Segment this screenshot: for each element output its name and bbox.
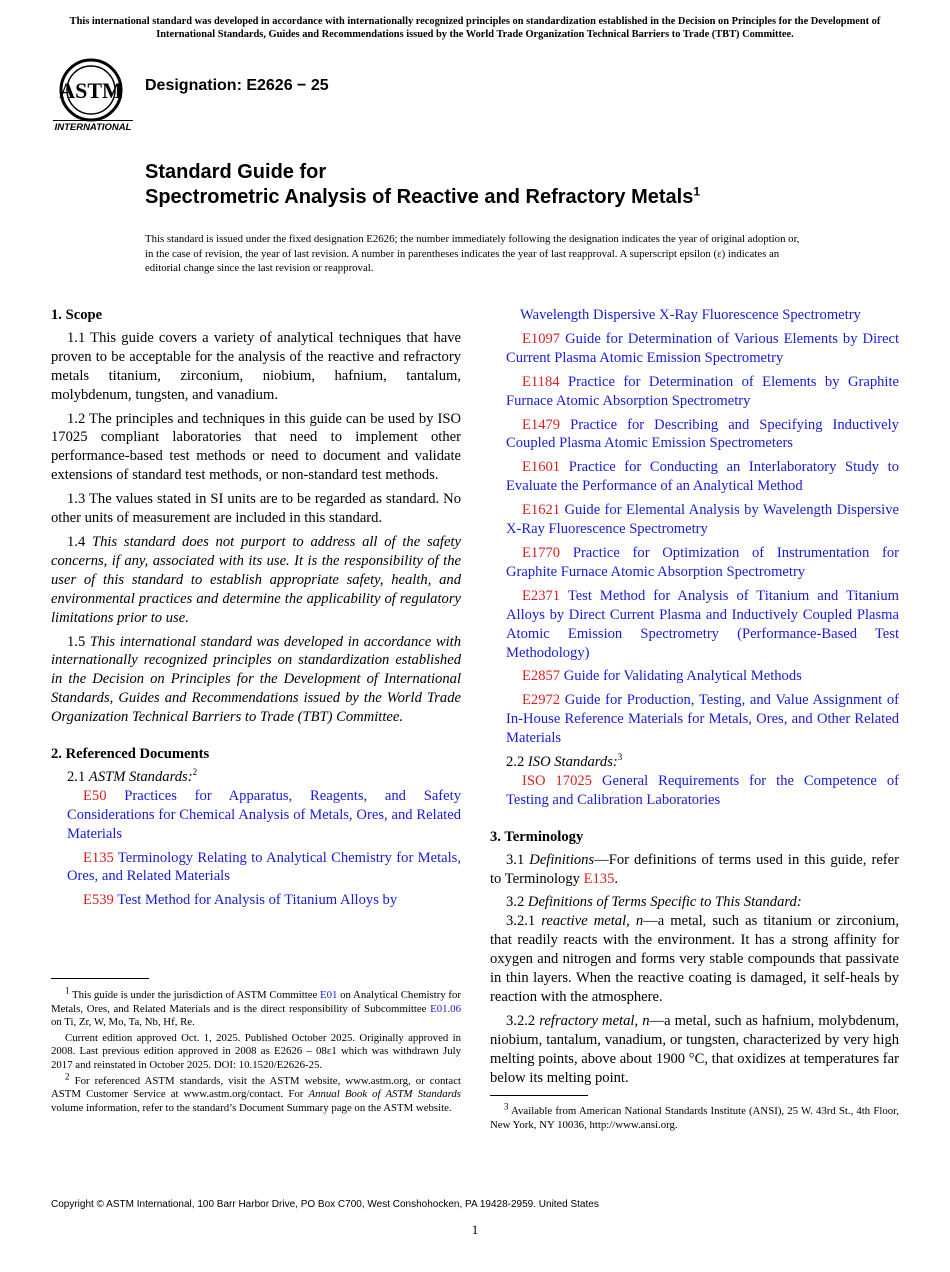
reference-item[interactable] bbox=[490, 691, 899, 748]
para-3-2: 3.2 Definitions of Terms Specific to This Standard: bbox=[506, 894, 802, 911]
para-1-3: 1.3 The values stated in SI units are to be regarded as standard. No other units of measurement are included in this standard. bbox=[51, 491, 461, 527]
reference-title[interactable]: Test Method for Analysis of Titanium Alloys by bbox=[117, 892, 398, 909]
iso-standards-label: 2.2 ISO Standards:$^3$ bbox=[506, 752, 623, 771]
document-title bbox=[145, 160, 700, 210]
reference-code[interactable]: E1770 bbox=[522, 544, 561, 561]
left-column bbox=[51, 306, 461, 915]
astm-logo bbox=[53, 56, 135, 132]
reference-code[interactable]: E2371 bbox=[522, 587, 561, 604]
link-e01-06[interactable]: E01.06 bbox=[430, 1002, 461, 1015]
reference-item[interactable] bbox=[51, 787, 461, 844]
copyright: Copyright © ASTM International, 100 Barr Harbor Drive, PO Box C700, West Conshohocken, PA 19428-2959. United States bbox=[51, 1199, 599, 1210]
reference-title[interactable]: Practice for Describing and Specifying Inductively Coupled Plasma Atomic Emission Spectrometers bbox=[506, 416, 899, 452]
footnote-2: $^2$ For referenced ASTM standards, visit the ASTM website, www.astm.org, or contact ASTM Customer Service at www.astm.org/contact. For Annual Book of ASTM Standards volume information, refer to the standard’s Document Summary page on the ASTM website. bbox=[51, 1070, 461, 1114]
reference-item[interactable] bbox=[490, 373, 899, 411]
reference-title[interactable]: Terminology Relating to Analytical Chemistry for Metals, Ores, and Related Materials bbox=[67, 849, 461, 885]
reference-item[interactable] bbox=[490, 587, 899, 663]
reference-title[interactable]: Practices for Apparatus, Reagents, and Safety Considerations for Chemical Analysis of Metals, Ores, and Related Materials bbox=[67, 787, 461, 842]
page-number: 1 bbox=[471, 1222, 479, 1237]
reference-title[interactable]: Practice for Conducting an Interlaboratory Study to Evaluate the Performance of an Analytical Method bbox=[506, 459, 899, 495]
reference-item[interactable] bbox=[490, 772, 899, 810]
reference-code[interactable]: E135 bbox=[83, 849, 114, 866]
para-3-2-1: 3.2.1 reactive metal, n—a metal, such as titanium or zirconium, that readily reacts with the environment. It has a strong affinity for oxygen and nitrogen and forms very stable compounds that passivate in thin layers. When the reactive coating is damaged, it self-heals by reaction with the atmosphere. bbox=[490, 913, 900, 1005]
footnote-rule-right bbox=[490, 1095, 588, 1096]
reference-item[interactable] bbox=[490, 416, 899, 454]
refdocs-heading: 2. Referenced Documents bbox=[51, 746, 210, 763]
reference-title[interactable]: Guide for Validating Analytical Methods bbox=[563, 668, 802, 685]
reference-item[interactable] bbox=[51, 849, 461, 887]
notice: This international standard was developed in accordance with internationally recognized principles on standardization established in the Decision on Principles for the Development of International Standards, Guides and Recommendations issued by the World Trade Organization Technical Barriers to Trade (TBT) Committee. bbox=[69, 16, 881, 40]
reference-title[interactable]: Guide for Elemental Analysis by Wavelength Dispersive X-Ray Fluorescence Spectrometry bbox=[506, 502, 899, 538]
footnote-1: $^1$ This guide is under the jurisdiction of ASTM Committee E01 on Analytical Chemistry for Metals, Ores, and Related Materials and is the direct responsibility of Subcommittee E01.06 on Ti, Zr, W, Mo, Ta, Nb, Hf, Re. bbox=[51, 985, 462, 1029]
reference-code[interactable]: E1601 bbox=[522, 459, 561, 476]
right-column bbox=[490, 306, 899, 1093]
reference-item[interactable] bbox=[51, 891, 461, 910]
para-1-2: 1.2 The principles and techniques in this guide can be used by ISO 17025 compliant laboratories that need to implement other performance-based test methods or need to document and validate extensions of standard test methods, or non-standard test methods. bbox=[51, 410, 461, 484]
title-line-2: Spectrometric Analysis of Reactive and Refractory Metals$^1$ bbox=[145, 184, 701, 208]
link-e01[interactable]: E01 bbox=[320, 989, 338, 1001]
reference-item[interactable] bbox=[490, 544, 899, 582]
reference-item[interactable] bbox=[490, 458, 899, 496]
reference-code[interactable]: E1184 bbox=[522, 373, 560, 390]
terminology-heading: 3. Terminology bbox=[490, 828, 584, 845]
para-1-1: 1.1 This guide covers a variety of analytical techniques that have proven to be acceptable for the analysis of the reactive and refractory metals titanium, zirconium, niobium, hafnium, tantalum, molybdenum, tungsten, and vanadium. bbox=[51, 329, 461, 403]
reference-title[interactable]: Test Method for Analysis of Titanium and Titanium Alloys by Direct Current Plasma and Inductively Coupled Plasma Atomic Emission Spectrometry (Performance-Based Test Methodology) bbox=[506, 587, 899, 661]
ref-list-left bbox=[51, 787, 461, 910]
reference-title[interactable]: Practice for Determination of Elements by Graphite Furnace Atomic Absorption Spectrometry bbox=[506, 373, 899, 409]
link-e135[interactable]: E135 bbox=[583, 870, 615, 887]
reference-title[interactable]: Practice for Optimization of Instrumentation for Graphite Furnace Atomic Absorption Spectrometry bbox=[506, 544, 899, 580]
svg-text:INTERNATIONAL: INTERNATIONAL bbox=[54, 122, 132, 132]
footnote-1-edition: Current edition approved Oct. 1, 2025. Published October 2025. Originally approved in 2008. Last previous edition approved in 2008 as E2626 – 08ε1 which was withdrawn July 2017 and reinstated in October 2025. DOI: 10.1520/E2626-25. bbox=[51, 1031, 461, 1071]
designation: Designation: E2626 − 25 bbox=[145, 77, 329, 94]
reference-code[interactable]: E2972 bbox=[522, 692, 561, 709]
para-3-2-2: 3.2.2 refractory metal, n—a metal, such as hafnium, molybdenum, niobium, tantalum, vanadium, or tungsten, characterized by very high melting points, above about 1900 °C, that oxidizes at temperatures far below its melting point. bbox=[490, 1012, 899, 1086]
footnotes-left bbox=[51, 985, 462, 1117]
reference-code[interactable]: ISO 17025 bbox=[522, 772, 592, 789]
title-line-1: Standard Guide for bbox=[145, 161, 327, 183]
ref-list-right bbox=[490, 330, 899, 748]
reference-code[interactable]: E1479 bbox=[522, 416, 561, 433]
svg-text:ASTM: ASTM bbox=[59, 78, 123, 103]
footnote-3: $^3$ Available from American National Standards Institute (ANSI), 25 W. 43rd St., 4th Floor, New York, NY 10036, http://www.ansi.org. bbox=[490, 1101, 899, 1131]
issued-note: This standard is issued under the fixed designation E2626; the number immediately following the designation indicates the year of original adoption or, in the case of revision, the year of last revision. A number in parentheses indicates the year of last reapproval. A superscript epsilon (ε) indicates an editorial change since the last revision or reapproval. bbox=[145, 233, 800, 274]
ref-e539-continued[interactable]: Wavelength Dispersive X-Ray Fluorescence Spectrometry bbox=[520, 307, 861, 323]
reference-code[interactable]: E1621 bbox=[522, 502, 561, 519]
reference-item[interactable] bbox=[490, 501, 899, 539]
para-1-5: 1.5 This international standard was developed in accordance with internationally recognized principles on standardization established in the Decision on Principles for the Development of International Standards, Guides and Recommendations issued by the World Trade Organization Technical Barriers to Trade (TBT) Committee. bbox=[51, 633, 462, 726]
reference-item[interactable] bbox=[490, 667, 899, 686]
scope-heading: 1. Scope bbox=[51, 307, 103, 323]
reference-title[interactable]: Guide for Production, Testing, and Value Assignment of In-House Reference Materials for Metals, Ores, and Other Related Materials bbox=[506, 692, 899, 747]
footnote-rule-left bbox=[51, 978, 149, 979]
reference-code[interactable]: E50 bbox=[83, 787, 107, 804]
ref-list-iso bbox=[490, 772, 899, 810]
astm-standards-label: 2.1 ASTM Standards:$^2$ bbox=[67, 767, 198, 785]
reference-title[interactable]: General Requirements for the Competence of Testing and Calibration Laboratories bbox=[506, 772, 899, 808]
para-1-4: 1.4 This standard does not purport to address all of the safety concerns, if any, associated with its use. It is the responsibility of the user of this standard to establish appropriate safety, health, and environmental practices and determine the applicability of regulatory limitations prior to use. bbox=[51, 533, 461, 626]
para-3-1: 3.1 Definitions—For definitions of terms used in this guide, refer to Terminology E135. bbox=[490, 851, 899, 887]
reference-code[interactable]: E2857 bbox=[522, 668, 561, 685]
reference-item[interactable] bbox=[490, 330, 899, 368]
reference-code[interactable]: E1097 bbox=[522, 330, 561, 347]
reference-code[interactable]: E539 bbox=[83, 892, 114, 909]
reference-title[interactable]: Guide for Determination of Various Elements by Direct Current Plasma Atomic Emission Spectrometry bbox=[506, 330, 899, 366]
